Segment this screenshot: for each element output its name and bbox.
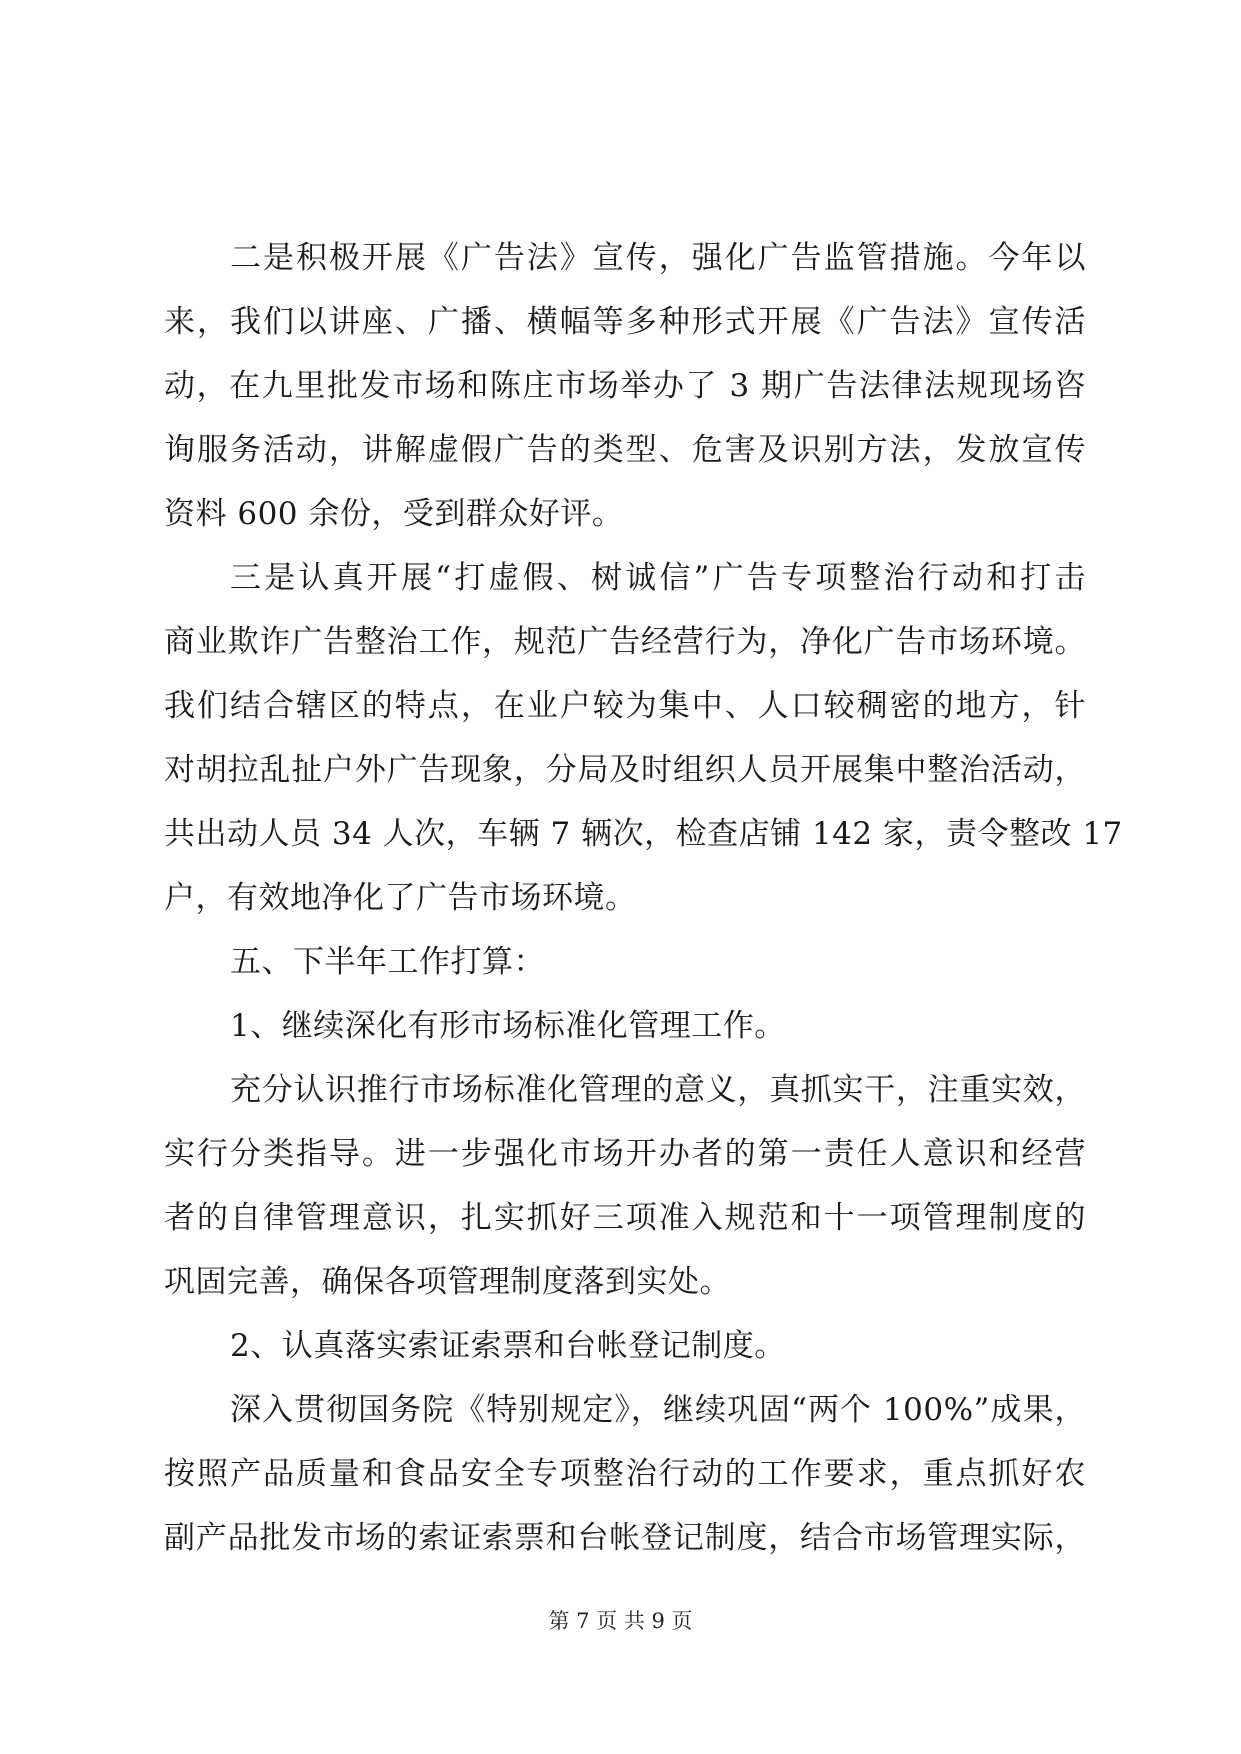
paragraph-line: 副产品批发市场的索证索票和台帐登记制度，结合市场管理实际， [164,1520,1086,1556]
paragraph-line: 我们结合辖区的特点，在业户较为集中、人口较稠密的地方，针 [164,688,1086,724]
paragraph-line: 动，在九里批发市场和陈庄市场举办了 3 期广告法律法规现场咨 [164,368,1086,404]
paragraph-line: 商业欺诈广告整治工作，规范广告经营行为，净化广告市场环境。 [164,624,1086,660]
paragraph-line: 巩固完善，确保各项管理制度落到实处。 [164,1264,731,1300]
paragraph-line: 二是积极开展《广告法》宣传，强化广告监管措施。今年以 [230,240,1086,276]
paragraph-line: 三是认真开展“打虚假、树诚信”广告专项整治行动和打击 [230,560,1086,596]
paragraph-line: 来，我们以讲座、广播、横幅等多种形式开展《广告法》宣传活 [164,304,1086,340]
item-heading: 1、继续深化有形市场标准化管理工作。 [230,1008,786,1044]
body-text [164,226,1123,1570]
section-heading: 五、下半年工作打算： [230,944,545,980]
page-footer [0,1606,1241,1636]
paragraph-line: 深入贯彻国务院《特别规定》，继续巩固“两个 100%”成果， [230,1392,1086,1428]
paragraph-line: 者的自律管理意识，扎实抓好三项准入规范和十一项管理制度的 [164,1200,1086,1236]
paragraph-line: 共出动人员 34 人次，车辆 7 辆次，检查店铺 142 家，责令整改 17 [164,816,1123,852]
page-number: 第 7 页 共 9 页 [548,1609,693,1633]
paragraph-line: 按照产品质量和食品安全专项整治行动的工作要求，重点抓好农 [164,1456,1086,1492]
paragraph-line: 实行分类指导。进一步强化市场开办者的第一责任人意识和经营 [164,1136,1086,1172]
paragraph-line: 询服务活动，讲解虚假广告的类型、危害及识别方法，发放宣传 [164,432,1086,468]
paragraph-line: 充分认识推行市场标准化管理的意义，真抓实干，注重实效， [230,1072,1086,1108]
item-heading: 2、认真落实索证索票和台帐登记制度。 [230,1328,786,1364]
paragraph-line: 对胡拉乱扯户外广告现象，分局及时组织人员开展集中整治活动， [164,752,1086,788]
paragraph-line: 户，有效地净化了广告市场环境。 [164,880,637,916]
paragraph-line: 资料 600 余份，受到群众好评。 [164,496,624,532]
